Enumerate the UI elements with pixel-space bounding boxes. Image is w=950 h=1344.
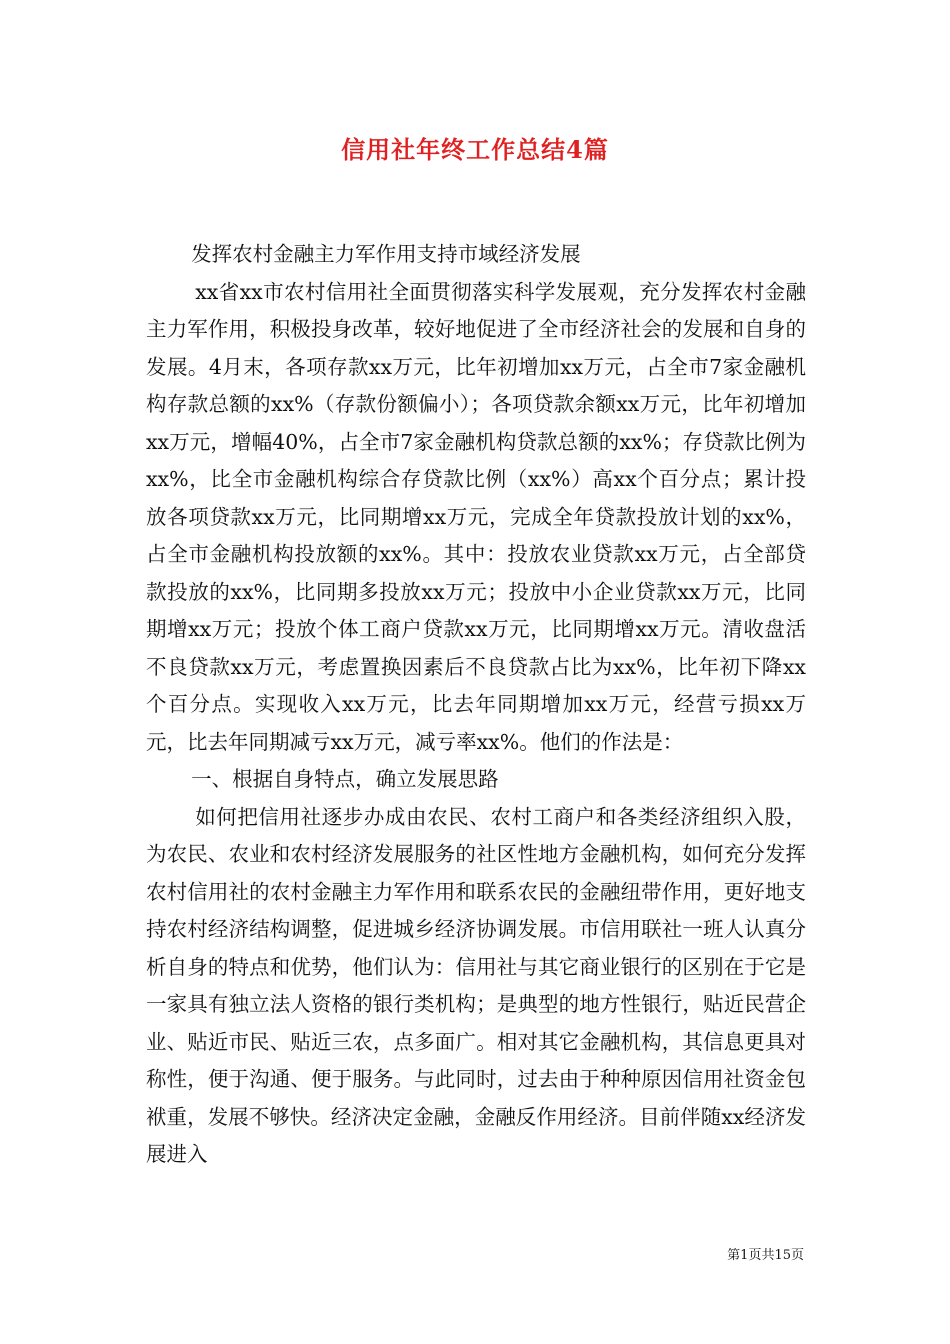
section-heading-main: 发挥农村金融主力军作用支持市域经济发展 xyxy=(191,242,581,266)
section-heading-one: 一、根据自身特点，确立发展思路 xyxy=(191,767,499,791)
page-footer: 第1页共15页 xyxy=(727,1248,804,1263)
body-paragraph-overview: xx省xx市农村信用社全面贯彻落实科学发展观，充分发挥农村金融主力军作用，积极投身改革，较好地促进了全市经济社会的发展和自身的发展。4月末，各项存款xx万元，比年初增加xx万元，占全市7家金融机构存款总额的xx%（存款份额偏小）；各项贷款余额xx万元，比年初增加xx万元，增幅40%，占全市7家金融机构贷款总额的xx%；存贷款比例为xx%，比全市金融机构综合存贷款比例（xx%）高xx个百分点；累计投放各项贷款xx万元，比同期增xx万元，完成全年贷款投放计划的xx%，占全市金融机构投放额的xx%。其中：投放农业贷款xx万元，占全部贷款投放的xx%，比同期多投放xx万元；投放中小企业贷款xx万元，比同期增xx万元；投放个体工商户贷款xx万元，比同期增xx万元。清收盘活不良贷款xx万元，考虑置换因素后不良贷款占比为xx%，比年初下降xx个百分点。实现收入xx万元，比去年同期增加xx万元，经营亏损xx万元，比去年同期减亏xx万元，减亏率xx%。他们的作法是： xyxy=(146,279,806,754)
document-title: 信用社年终工作总结4篇 xyxy=(341,135,609,164)
body-paragraph-strategy: 如何把信用社逐步办成由农民、农村工商户和各类经济组织入股，为农民、农业和农村经济发展服务的社区性地方金融机构，如何充分发挥农村信用社的农村金融主力军作用和联系农民的金融纽带作用，更好地支持农村经济结构调整，促进城乡经济协调发展。市信用联社一班人认真分析自身的特点和优势，他们认为：信用社与其它商业银行的区别在于它是一家具有独立法人资格的银行类机构；是典型的地方性银行，贴近民营企业、贴近市民、贴近三农，点多面广。相对其它金融机构，其信息更具对称性，便于沟通、便于服务。与此同时，过去由于种种原因信用社资金包袱重，发展不够快。经济决定金融，金融反作用经济。目前伴随xx经济发展进入 xyxy=(146,804,806,1166)
document-body xyxy=(146,236,806,1174)
